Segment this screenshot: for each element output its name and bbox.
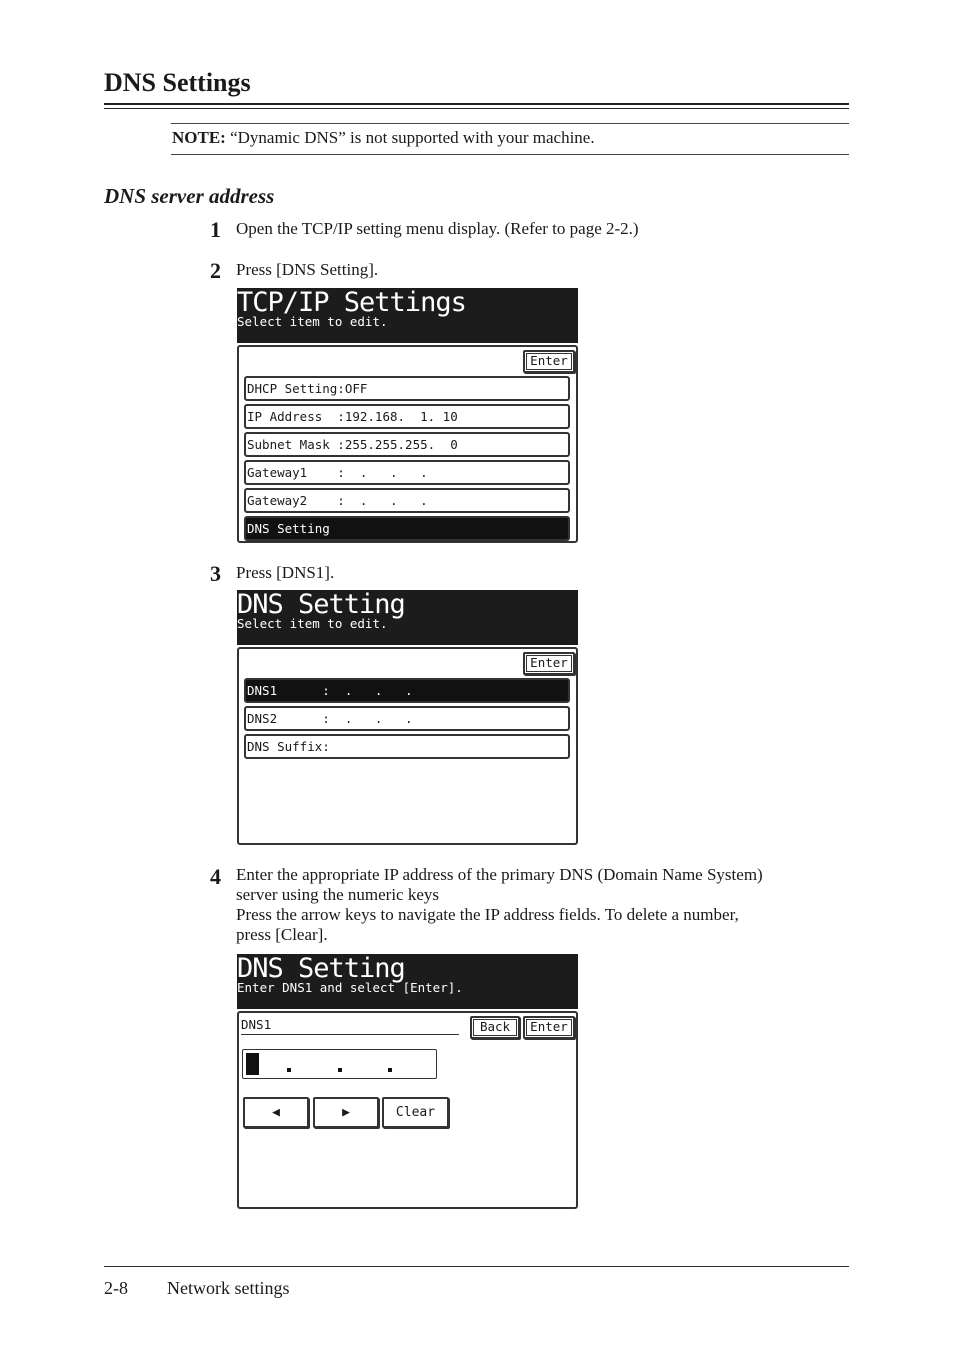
- gateway1-row[interactable]: Gateway1 : . . .: [244, 460, 570, 485]
- tcpip-settings-screen: [237, 288, 578, 543]
- ip-separator-dot: [388, 1068, 392, 1072]
- note-top-rule: [171, 123, 849, 124]
- step-number-2: 2: [210, 258, 221, 283]
- step-text-4-line-3: Press the arrow keys to navigate the IP address fields. To delete a number,: [236, 905, 739, 924]
- screen-header: [237, 288, 578, 343]
- left-arrow-button[interactable]: ◀: [243, 1097, 309, 1128]
- section-heading: DNS server address: [104, 184, 275, 208]
- page-number: 2-8: [104, 1278, 128, 1298]
- footer-rule: [104, 1266, 849, 1267]
- screen-header: [237, 954, 578, 1009]
- subnet-mask-row[interactable]: Subnet Mask :255.255.255. 0: [244, 432, 570, 457]
- screen-title: TCP/IP Settings: [237, 287, 466, 318]
- dns2-row[interactable]: DNS2 : . . .: [244, 706, 570, 731]
- screen-body: [237, 647, 578, 845]
- screen-body: [237, 345, 578, 543]
- note: [172, 128, 595, 148]
- enter-button[interactable]: Enter: [523, 350, 575, 373]
- step-number-3: 3: [210, 561, 221, 586]
- ip-separator-dot: [338, 1068, 342, 1072]
- ip-address-input[interactable]: [242, 1049, 437, 1079]
- screen-title: DNS Setting: [237, 953, 405, 984]
- footer-section-title: Network settings: [167, 1278, 290, 1298]
- title-rule-thin: [104, 108, 849, 109]
- dhcp-setting-row[interactable]: DHCP Setting:OFF: [244, 376, 570, 401]
- step-text-1: Open the TCP/IP setting menu display. (Refer to page 2-2.): [236, 219, 639, 238]
- note-text: “Dynamic DNS” is not supported with your machine.: [230, 128, 595, 147]
- screen-subtitle: Select item to edit.: [237, 314, 388, 329]
- step-number-4: 4: [210, 864, 221, 889]
- dns1-row[interactable]: DNS1 : . . .: [244, 678, 570, 703]
- step-text-3: Press [DNS1].: [236, 563, 335, 582]
- enter-button[interactable]: Enter: [523, 1016, 575, 1039]
- dns-setting-screen: [237, 590, 578, 845]
- dns1-field-label: DNS1: [241, 1017, 272, 1032]
- note-bottom-rule: [171, 154, 849, 155]
- step-text-4-line-2: server using the numeric keys: [236, 885, 439, 904]
- back-button[interactable]: Back: [470, 1016, 520, 1039]
- text-cursor: [246, 1053, 259, 1075]
- dns-setting-row[interactable]: DNS Setting: [244, 516, 570, 541]
- dns1-entry-screen: [237, 954, 578, 1209]
- screen-body: [237, 1011, 578, 1209]
- right-arrow-button[interactable]: ▶: [313, 1097, 379, 1128]
- enter-button[interactable]: Enter: [523, 652, 575, 675]
- field-underline: [241, 1034, 459, 1035]
- screen-subtitle: Enter DNS1 and select [Enter].: [237, 980, 463, 995]
- screen-title: DNS Setting: [237, 589, 405, 620]
- step-text-4: [236, 865, 846, 945]
- screen-header: [237, 590, 578, 645]
- ip-separator-dot: [287, 1068, 291, 1072]
- step-text-4-line-4: press [Clear].: [236, 925, 328, 944]
- clear-button[interactable]: Clear: [382, 1097, 449, 1128]
- page-title: DNS Settings: [104, 68, 251, 97]
- dns-suffix-row[interactable]: DNS Suffix:: [244, 734, 570, 759]
- screen-subtitle: Select item to edit.: [237, 616, 388, 631]
- gateway2-row[interactable]: Gateway2 : . . .: [244, 488, 570, 513]
- note-label: NOTE:: [172, 128, 226, 147]
- step-text-2: Press [DNS Setting].: [236, 260, 379, 279]
- step-text-4-line-1: Enter the appropriate IP address of the primary DNS (Domain Name System): [236, 865, 763, 884]
- title-rule: [104, 103, 849, 105]
- ip-address-row[interactable]: IP Address :192.168. 1. 10: [244, 404, 570, 429]
- step-number-1: 1: [210, 217, 221, 242]
